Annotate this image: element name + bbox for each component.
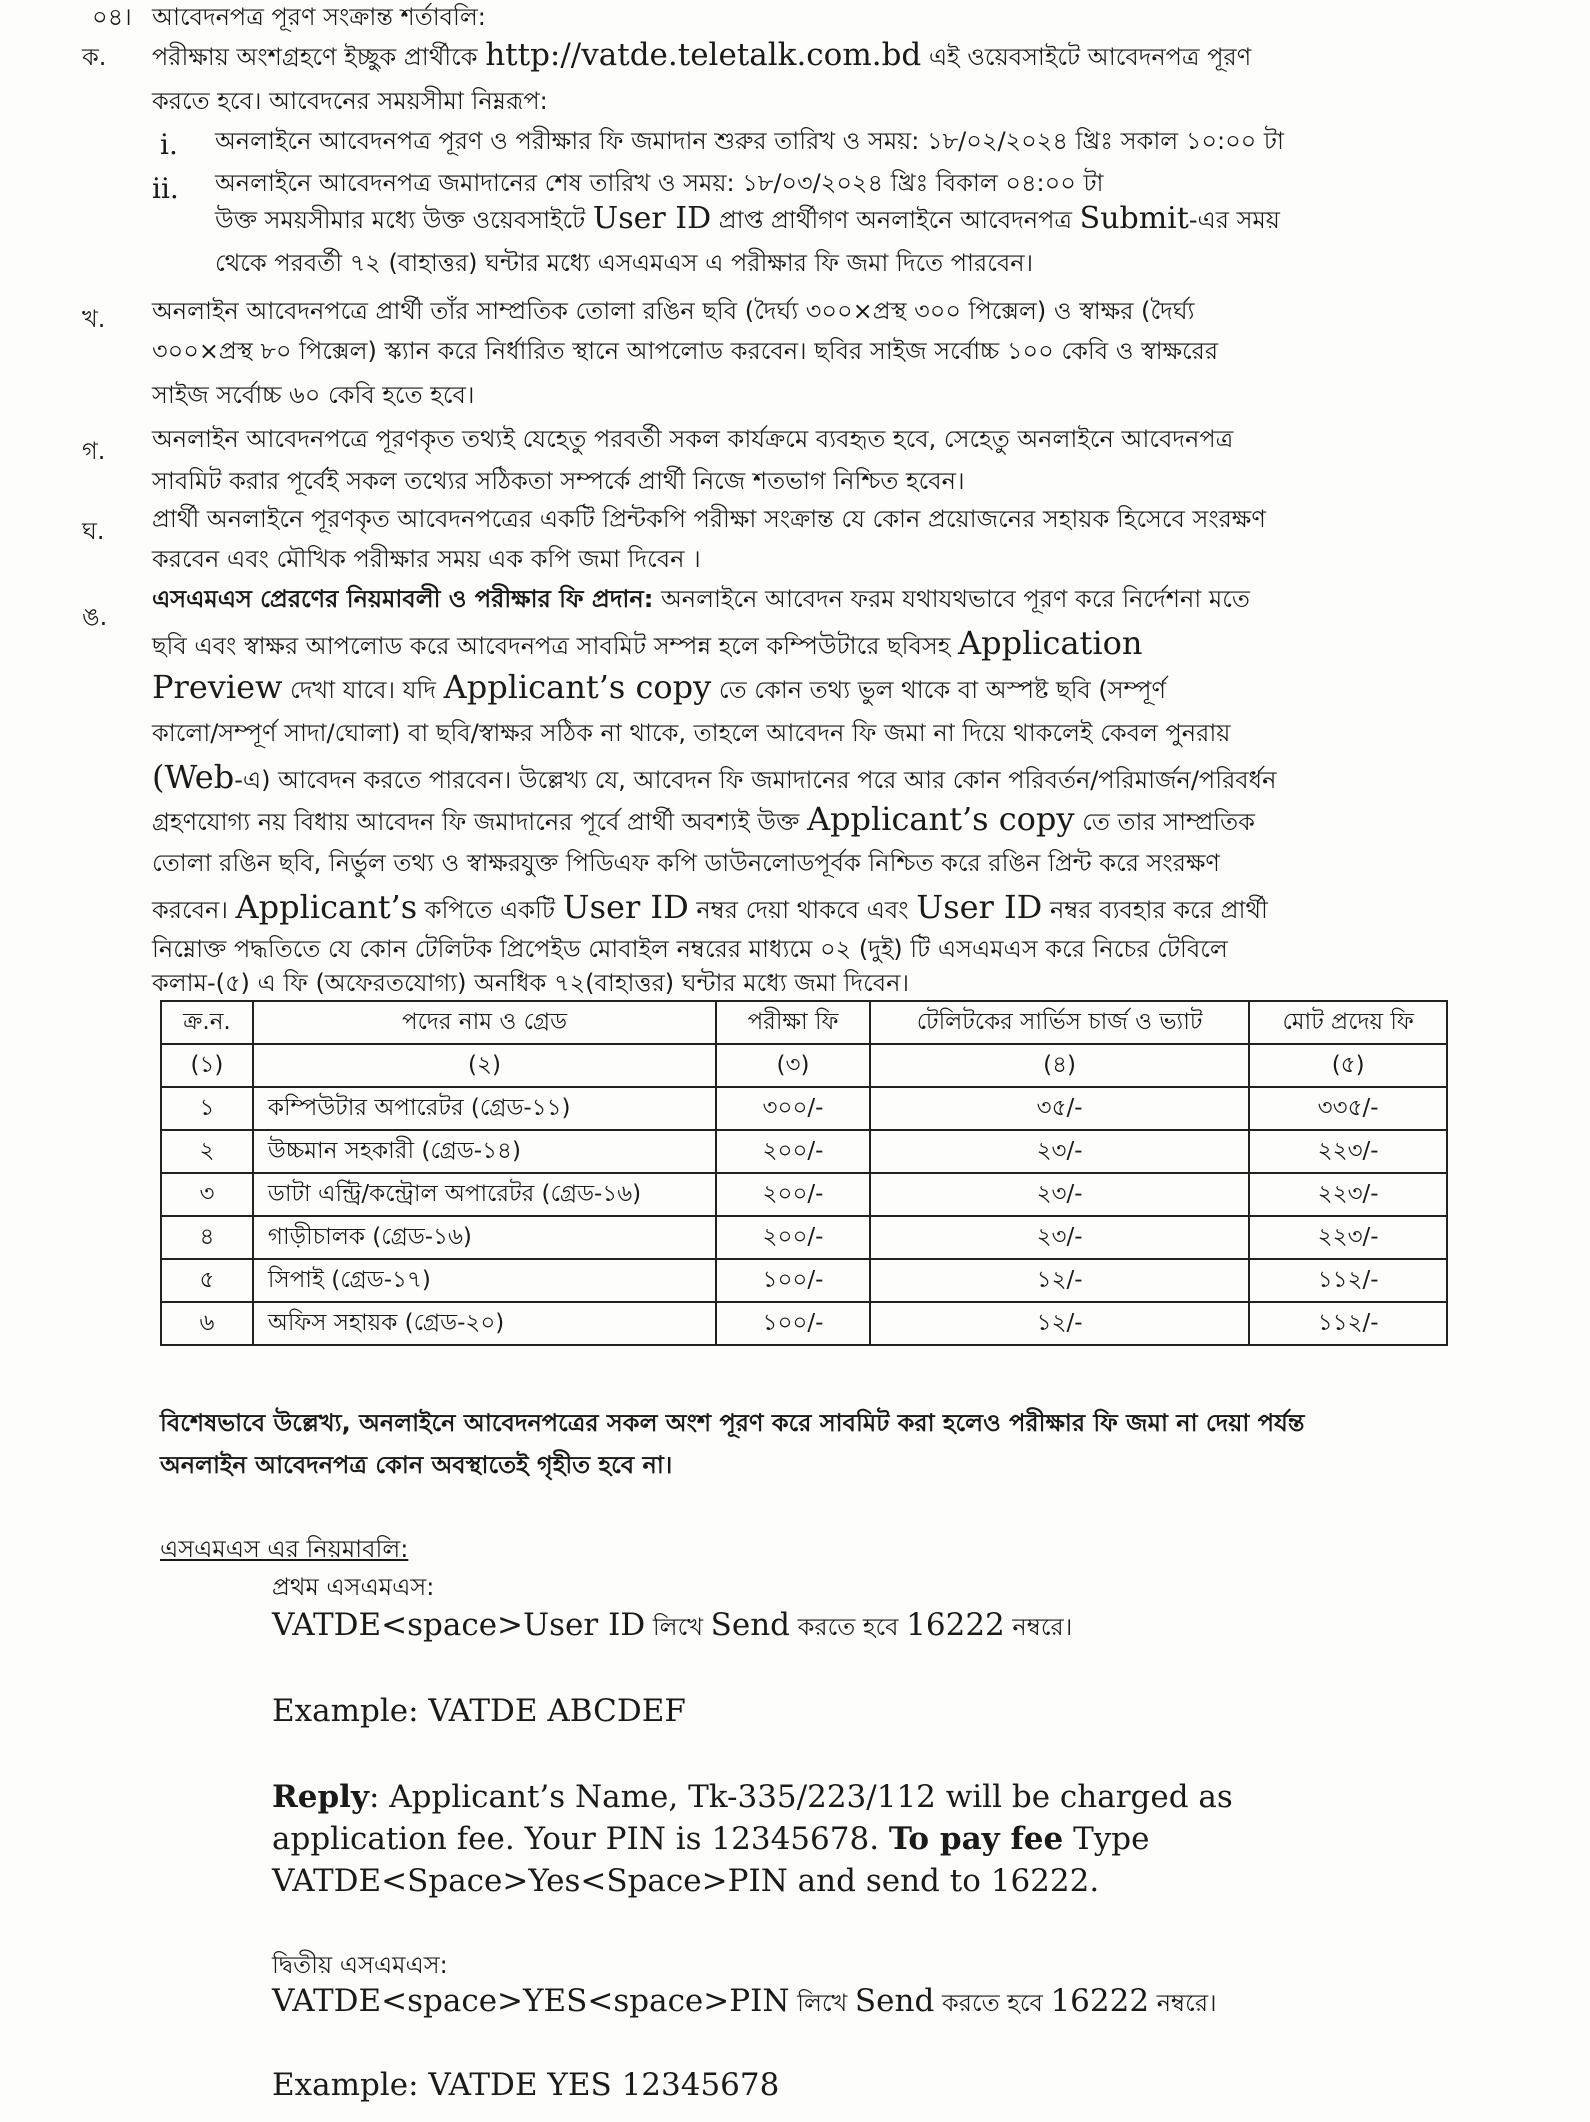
- header-post-name: পদের নাম ও গ্রেড: [253, 1001, 716, 1044]
- first-sms-label: প্রথম এসএমএস:: [272, 1573, 435, 1601]
- clause-uo-line-6: গ্রহণযোগ্য নয় বিধায় আবেদন ফি জমাদানের পূর্বে প্রার্থী অবশ্যই উক্ত Applicant’s copy তে তার সাম্প্রতিক: [152, 800, 1255, 838]
- clause-uo-marker: ঙ.: [82, 603, 108, 631]
- clause-uo-line-10: কলাম-(৫) এ ফি (অফেরতযোগ্য) অনধিক ৭২(বাহাত্তর) ঘন্টার মধ্যে জমা দিবেন।: [152, 969, 910, 997]
- header-exam-fee: পরীক্ষা ফি: [716, 1001, 870, 1044]
- table-row: ২ উচ্চমান সহকারী (গ্রেড-১৪) ২০০/- ২৩/- ২২৩/-: [161, 1130, 1447, 1173]
- clause-kha-marker: খ.: [82, 305, 106, 333]
- section-heading: আবেদনপত্র পূরণ সংক্রান্ত শর্তাবলি:: [152, 3, 486, 31]
- second-sms-example: Example: VATDE YES 12345678: [272, 2067, 780, 2103]
- clause-kha-line-2: ৩০০×প্রস্থ ৮০ পিক্সেল) স্ক্যান করে নির্ধারিত স্থানে আপলোড করবেন। ছবির সাইজ সর্বোচ্চ ১০০ কেবি ও স্বাক্ষরের: [152, 337, 1219, 365]
- clause-ka-line-1: পরীক্ষায় অংশগ্রহণে ইচ্ছুক প্রার্থীকে http://vatde.teletalk.com.bd এই ওয়েবসাইটে আবেদনপত্র পূরণ: [152, 37, 1252, 73]
- clause-ga-line-2: সাবমিট করার পূর্বেই সকল তথ্যের সঠিকতা সম্পর্কে প্রার্থী নিজে শতভাগ নিশ্চিত হবেন।: [152, 467, 965, 495]
- table-column-number-row: (১) (২) (৩) (৪) (৫): [161, 1044, 1447, 1087]
- clause-ka-line-2: করতে হবে। আবেদনের সময়সীমা নিম্নরূপ:: [152, 87, 548, 115]
- clause-gha-line-2: করবেন এবং মৌখিক পরীক্ষার সময় এক কপি জমা দিবেন ।: [152, 545, 701, 573]
- first-sms-format: VATDE<space>User ID লিখে Send করতে হবে 16222 নম্বরে।: [272, 1607, 1073, 1643]
- reply-line-3: VATDE<Space>Yes<Space>PIN and send to 16222.: [272, 1863, 1100, 1899]
- clause-uo-line-8: করবেন। Applicant’s কপিতে একটি User ID নম্বর দেয়া থাকবে এবং User ID নম্বর ব্যবহার করে প্রার্থী: [152, 888, 1268, 926]
- header-serial: ক্র.ন.: [161, 1001, 253, 1044]
- clause-ka-i-marker: i.: [160, 128, 178, 161]
- clause-uo-line-1: এসএমএস প্রেরণের নিয়মাবলী ও পরীক্ষার ফি প্রদান: অনলাইনে আবেদন ফরম যথাযথভাবে পূরণ করে নির্দেশনা মতে: [152, 585, 1250, 613]
- table-row: ৬ অফিস সহায়ক (গ্রেড-২০) ১০০/- ১২/- ১১২/-: [161, 1302, 1447, 1345]
- header-total-fee: মোট প্রদেয় ফি: [1249, 1001, 1447, 1044]
- second-sms-format: VATDE<space>YES<space>PIN লিখে Send করতে হবে 16222 নম্বরে।: [272, 1983, 1217, 2019]
- clause-ka-ii-marker: ii.: [152, 172, 179, 205]
- table-row: ৩ ডাটা এন্ট্রি/কন্ট্রোল অপারেটর (গ্রেড-১৬) ২০০/- ২৩/- ২২৩/-: [161, 1173, 1447, 1216]
- second-sms-label: দ্বিতীয় এসএমএস:: [272, 1951, 448, 1979]
- clause-ka-ii-text: অনলাইনে আবেদনপত্র জমাদানের শেষ তারিখ ও সময়: ১৮/০৩/২০২৪ খ্রিঃ বিকাল ০৪:০০ টা: [215, 169, 1104, 197]
- clause-uo-line-4: কালো/সম্পূর্ণ সাদা/ঘোলা) বা ছবি/স্বাক্ষর সঠিক না থাকে, তাহলে আবেদন ফি জমা না দিয়ে থাকলেই কেবল পুনরায়: [152, 719, 1231, 747]
- header-service-charge: টেলিটকের সার্ভিস চার্জ ও ভ্যাট: [870, 1001, 1249, 1044]
- fee-table: [160, 1000, 1448, 1346]
- table-row: ৪ গাড়ীচালক (গ্রেড-১৬) ২০০/- ২৩/- ২২৩/-: [161, 1216, 1447, 1259]
- table-row: ৫ সিপাই (গ্রেড-১৭) ১০০/- ১২/- ১১২/-: [161, 1259, 1447, 1302]
- reply-line-1: Reply: Applicant’s Name, Tk-335/223/112 will be charged as: [272, 1779, 1233, 1815]
- section-number: ০৪।: [92, 3, 132, 31]
- clause-kha-line-1: অনলাইন আবেদনপত্রে প্রার্থী তাঁর সাম্প্রতিক তোলা রঙিন ছবি (দৈর্ঘ্য ৩০০×প্রস্থ ৩০০ পিক্সেল) ও স্বাক্ষর (দৈর্ঘ্য: [152, 297, 1195, 325]
- clause-kha-line-3: সাইজ সর্বোচ্চ ৬০ কেবি হতে হবে।: [152, 381, 475, 409]
- clause-gha-line-1: প্রার্থী অনলাইনে পূরণকৃত আবেদনপত্রের একটি প্রিন্টকপি পরীক্ষা সংক্রান্ত যে কোন প্রয়োজনের সহায়ক হিসেবে সংরক্ষণ: [152, 505, 1266, 533]
- clause-uo-line-5: (Web-এ) আবেদন করতে পারবেন। উল্লেখ্য যে, আবেদন ফি জমাদানের পরে আর কোন পরিবর্তন/পরিমার্জন/পরিবর্ধন: [152, 758, 1277, 796]
- clause-uo-line-2: ছবি এবং স্বাক্ষর আপলোড করে আবেদনপত্র সাবমিট সম্পন্ন হলে কম্পিউটারে ছবিসহ Application: [152, 624, 1143, 662]
- clause-ga-line-1: অনলাইন আবেদনপত্রে পূরণকৃত তথ্যই যেহেতু পরবর্তী সকল কার্যক্রমে ব্যবহৃত হবে, সেহেতু অনলাইনে আবেদনপত্র: [152, 425, 1234, 453]
- website-url: http://vatde.teletalk.com.bd: [485, 37, 922, 73]
- clause-gha-marker: ঘ.: [82, 517, 105, 545]
- sms-heading: এসএমএস এর নিয়মাবলি:: [160, 1535, 409, 1563]
- clause-ka-marker: ক.: [82, 43, 107, 71]
- sms-rules-title: এসএমএস প্রেরণের নিয়মাবলী ও পরীক্ষার ফি প্রদান:: [152, 585, 654, 613]
- notice-line-2: অনলাইন আবেদনপত্র কোন অবস্থাতেই গৃহীত হবে না।: [160, 1451, 673, 1479]
- notice-line-1: বিশেষভাবে উল্লেখ্য, অনলাইনে আবেদনপত্রের সকল অংশ পূরণ করে সাবমিট করা হলেও পরীক্ষার ফি জমা না দেয়া পর্যন্ত: [160, 1409, 1305, 1437]
- clause-uo-line-7: তোলা রঙিন ছবি, নির্ভুল তথ্য ও স্বাক্ষরযুক্ত পিডিএফ কপি ডাউনলোডপূর্বক নিশ্চিত করে রঙিন প্রিন্ট করে সংরক্ষণ: [152, 849, 1220, 877]
- clause-ka-i-text: অনলাইনে আবেদনপত্র পূরণ ও পরীক্ষার ফি জমাদান শুরুর তারিখ ও সময়: ১৮/০২/২০২৪ খ্রিঃ সকাল ১০:০০ টা: [215, 127, 1284, 155]
- clause-ka-ii-line-2: উক্ত সময়সীমার মধ্যে উক্ত ওয়েবসাইটে User ID প্রাপ্ত প্রার্থীগণ অনলাইনে আবেদনপত্র Submit-এর সময়: [215, 201, 1280, 236]
- first-sms-example: Example: VATDE ABCDEF: [272, 1693, 686, 1729]
- clause-uo-line-9: নিম্নোক্ত পদ্ধতিতে যে কোন টেলিটক প্রিপেইড মোবাইল নম্বরের মাধ্যমে ০২ (দুই) টি এসএমএস করে নিচের টেবিলে: [152, 935, 1228, 963]
- clause-ga-marker: গ.: [82, 437, 106, 465]
- clause-uo-line-3: Preview দেখা যাবে। যদি Applicant’s copy তে কোন তথ্য ভুল থাকে বা অস্পষ্ট ছবি (সম্পূর্ণ: [152, 668, 1166, 706]
- table-header-row: [161, 1001, 1447, 1044]
- reply-line-2: application fee. Your PIN is 12345678. To pay fee Type: [272, 1821, 1150, 1857]
- clause-ka-ii-line-3: থেকে পরবর্তী ৭২ (বাহাত্তর) ঘন্টার মধ্যে এসএমএস এ পরীক্ষার ফি জমা দিতে পারবেন।: [215, 249, 1034, 277]
- table-row: ১ কম্পিউটার অপারেটর (গ্রেড-১১) ৩০০/- ৩৫/- ৩৩৫/-: [161, 1087, 1447, 1130]
